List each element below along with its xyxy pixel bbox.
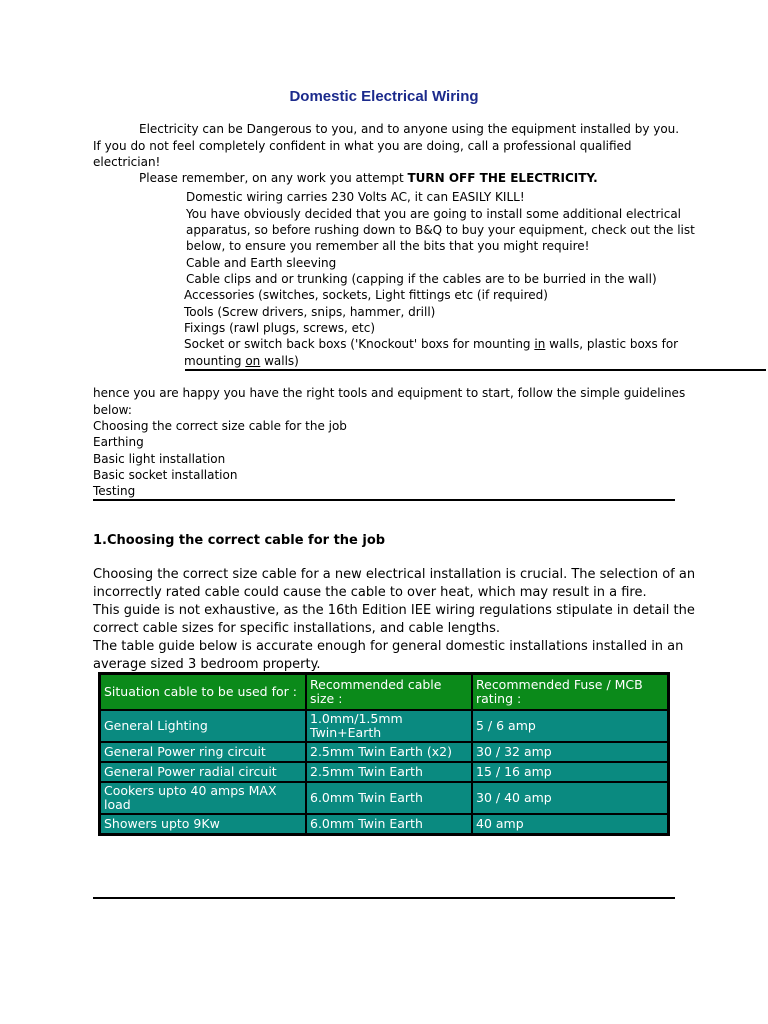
decided-line: below, to ensure you remember all the bits that you might require!: [186, 239, 590, 253]
table-header-row: [100, 674, 668, 710]
guideline-item: Basic light installation: [93, 452, 226, 466]
remember-warning: TURN OFF THE ELECTRICITY.: [407, 171, 598, 185]
list-item: Fixings (rawl plugs, screws, etc): [184, 321, 376, 335]
section-paragraph: This guide is not exhaustive, as the 16th Edition IEE wiring regulations stipulate in detail the: [93, 603, 695, 618]
table-cell: General Power radial circuit: [100, 762, 306, 782]
divider: [185, 369, 766, 371]
table-cell: 6.0mm Twin Earth: [306, 782, 472, 814]
list-item: [184, 353, 299, 369]
page-title: Domestic Electrical Wiring: [289, 88, 479, 105]
table-row: [100, 742, 668, 762]
intro-line: electrician!: [93, 155, 161, 169]
table-cell: General Power ring circuit: [100, 742, 306, 762]
intro-line: Electricity can be Dangerous to you, and to anyone using the equipment installed by you.: [139, 122, 680, 136]
table-cell: 2.5mm Twin Earth (x2): [306, 742, 472, 762]
guideline-item: Choosing the correct size cable for the job: [93, 419, 347, 433]
list-item: Accessories (switches, sockets, Light fittings etc (if required): [184, 288, 548, 302]
decided-line: You have obviously decided that you are going to install some additional electrical: [186, 207, 681, 221]
kill-warning: Domestic wiring carries 230 Volts AC, it can EASILY KILL!: [186, 190, 525, 204]
section-paragraph: correct cable sizes for specific installations, and cable lengths.: [93, 621, 500, 636]
table-header-cell: Recommended Fuse / MCB rating :: [472, 674, 668, 710]
table-cell: 6.0mm Twin Earth: [306, 814, 472, 834]
table-cell: 15 / 16 amp: [472, 762, 668, 782]
table-cell: Showers upto 9Kw: [100, 814, 306, 834]
guidelines-intro: hence you are happy you have the right tools and equipment to start, follow the simple guidelines: [93, 386, 686, 400]
table-cell: 1.0mm/1.5mm Twin+Earth: [306, 710, 472, 742]
intro-line: If you do not feel completely confident in what you are doing, call a professional qualified: [93, 139, 632, 153]
table-row: [100, 762, 668, 782]
list-item: Tools (Screw drivers, snips, hammer, drill): [184, 305, 436, 319]
table-cell: General Lighting: [100, 710, 306, 742]
section-paragraph: average sized 3 bedroom property.: [93, 657, 321, 672]
list-item: [184, 336, 678, 352]
table-cell: 2.5mm Twin Earth: [306, 762, 472, 782]
list-text: Socket or switch back boxs ('Knockout' boxs for mounting: [184, 337, 535, 351]
table-row: [100, 782, 668, 814]
table-cell: 30 / 32 amp: [472, 742, 668, 762]
list-item: Cable clips and or trunking (capping if the cables are to be burried in the wall): [186, 272, 657, 286]
guideline-item: Testing: [93, 484, 136, 498]
list-text: walls, plastic boxs for: [545, 337, 679, 351]
table-cell: Cookers upto 40 amps MAX load: [100, 782, 306, 814]
list-text: walls): [260, 354, 299, 368]
guidelines-intro: below:: [93, 403, 132, 417]
list-text: mounting: [184, 354, 246, 368]
emphasis-on: on: [245, 354, 261, 368]
section-paragraph: The table guide below is accurate enough for general domestic installations installed in an: [93, 639, 684, 654]
guideline-item: Basic socket installation: [93, 468, 238, 482]
emphasis-in: in: [534, 337, 546, 351]
section-paragraph: Choosing the correct size cable for a new electrical installation is crucial. The selection of an: [93, 567, 696, 582]
table-cell: 5 / 6 amp: [472, 710, 668, 742]
table-row: [100, 814, 668, 834]
remember-text: Please remember, on any work you attempt: [139, 171, 408, 185]
cable-size-table: [98, 672, 670, 836]
list-item: Cable and Earth sleeving: [186, 256, 337, 270]
table-cell: 30 / 40 amp: [472, 782, 668, 814]
table-header-cell: Recommended cable size :: [306, 674, 472, 710]
table-cell: 40 amp: [472, 814, 668, 834]
section-paragraph: incorrectly rated cable could cause the cable to over heat, which may result in a fire.: [93, 585, 647, 600]
table-header-cell: Situation cable to be used for :: [100, 674, 306, 710]
divider: [93, 499, 675, 501]
divider: [93, 897, 675, 899]
guideline-item: Earthing: [93, 435, 144, 449]
remember-line: [139, 170, 598, 186]
table-row: [100, 710, 668, 742]
section-heading: 1.Choosing the correct cable for the job: [93, 533, 386, 548]
decided-line: apparatus, so before rushing down to B&Q to buy your equipment, check out the list: [186, 223, 695, 237]
